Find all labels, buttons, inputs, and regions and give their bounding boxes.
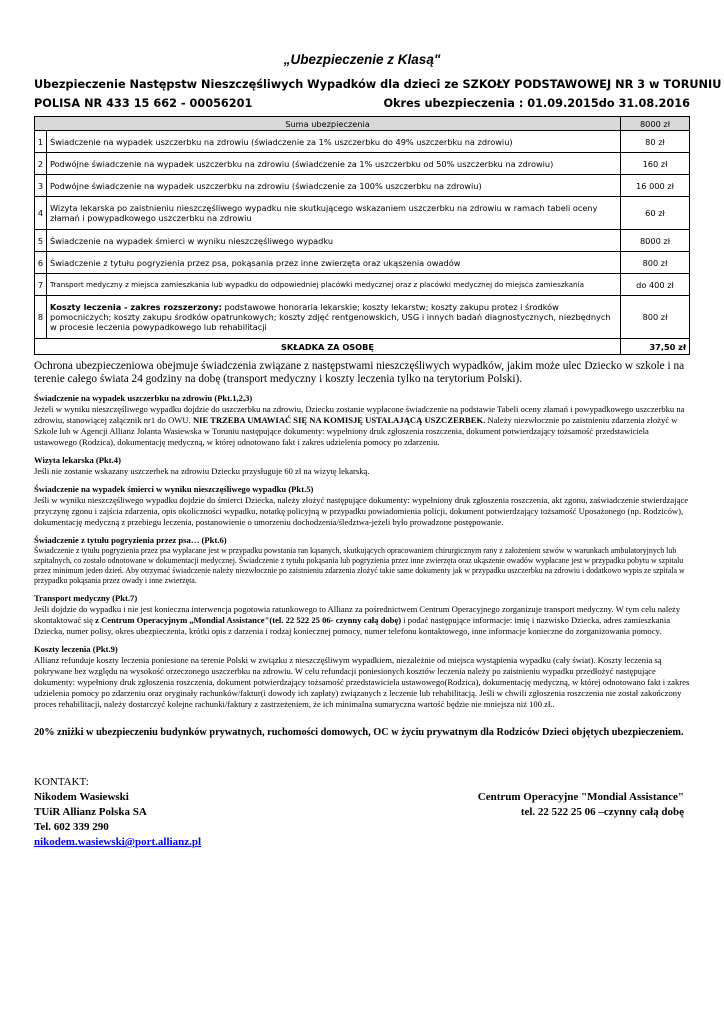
section-transport xyxy=(34,593,690,637)
assistance-center xyxy=(432,790,684,820)
section-heading: Świadczenie na wypadek śmierci w wyniku nieszczęśliwego wypadku (Pkt.5) xyxy=(34,484,314,494)
table-row xyxy=(35,131,690,153)
section-text: Świadczenie z tytułu pogryzienia przez psa wypłacane jest w przypadku powstania ran kąsanych, skutkujących opracowaniem chirurgicznym rany z założeniem szwów w warunkach ambulatoryjnych lub szpitalnych, co zostało odnotowane w dokumentacji medycznej. Świadczenie z tytułu pokąsania lub pogryzienia przez inne zwierzęta oraz ukąszenie owadów wypłacane jest w przypadku pobytu w szpitalu przez minimum jeden dzień. Aby otrzymać świadczenie należy niezwłocznie po zaistnieniu zdarzenia złożyć takie same dokumenty jak w przypadku uszczerbku na zdrowiu i dodatkowo wypis ze szpitala w przypadku pokąsania przez owady i inne zwierzęta. xyxy=(34,546,685,585)
header-line: Ubezpieczenie Następstw Nieszczęśliwych Wypadków dla dzieci ze SZKOŁY PODSTAWOWEJ NR 3 w TORUNIU xyxy=(34,78,722,91)
section-text-part: Jeśli dojdzie do wypadku i nie jest konieczna interwencja pogotowia ratunkowego to Allianz za pośrednictwem Centrum Operacyjnego zorganizuje transport medyczny. W tym celu należy skontaktować się xyxy=(34,604,681,625)
assistance-center-phone: tel. 22 522 25 06 –czynny całą dobę xyxy=(520,806,684,818)
row-number: 1 xyxy=(35,131,47,153)
table-row xyxy=(35,197,690,230)
contact-block xyxy=(34,775,690,850)
contact-company: TUiR Allianz Polska SA xyxy=(34,806,147,818)
table-total-row xyxy=(35,339,690,355)
row-number: 8 xyxy=(35,296,47,339)
promo-text: 20% zniżki w ubezpieczeniu budynków prywatnych, ruchomości domowych, OC w życiu prywatnym dla Rodziców Dzieci objętych ubezpieczeniem. xyxy=(34,727,684,738)
row-number: 7 xyxy=(35,274,47,296)
row-description: Transport medyczny z miejsca zamieszkania lub wypadku do odpowiedniej placówki medycznej oraz z placówki medycznej do miejsca zamieszkania xyxy=(47,274,621,296)
intro-paragraph: Ochrona ubezpieczeniowa obejmuje świadczenia związane z następstwami nieszczęśliwych wypadków, jakim może ulec Dziecko w szkole i na terenie całego świata 24 godziny na dobę (transport medyczny i koszty leczenia tylko na terytorium Polski). xyxy=(34,360,685,385)
document-title: „Ubezpieczenie z Klasą" xyxy=(283,52,441,67)
row-description xyxy=(47,296,621,339)
table-row xyxy=(35,175,690,197)
table-row xyxy=(35,252,690,274)
section-text: Jeśli nie zostanie wskazany uszczerbek na zdrowiu Dziecku przysługuje 60 zł na wizytę lekarską. xyxy=(34,466,370,476)
benefits-table xyxy=(34,116,690,355)
row-description: Podwójne świadczenie na wypadek uszczerbku na zdrowiu (świadczenie za 1% uszczerbku od 50% uszczerbku na zdrowiu) xyxy=(47,153,621,175)
row-description: Podwójne świadczenie na wypadek uszczerbku na zdrowiu (świadczenie za 100% uszczerbku na zdrowiu) xyxy=(47,175,621,197)
row-number: 2 xyxy=(35,153,47,175)
row-number: 4 xyxy=(35,197,47,230)
row-value: 80 zł xyxy=(621,131,690,153)
section-heading: Wizyta lekarska (Pkt.4) xyxy=(34,455,121,465)
contact-label: KONTAKT: xyxy=(34,776,89,788)
section-text-part: Należy niezwłocznie po zaistnieniu zdarzenia złożyć w Szkole lub w Agencji Allianz Jolanta Wasiewska w Toruniu następujące dokumenty: wypełniony druk zgłoszenia roszczenia, dokument potwierdzający tożsamość przedstawiciela ustawowego (Rodzica), dokumentację medyczną, w której odnotowano fakt i zakres udzielenia pomocy po zdarzeniu. xyxy=(34,415,678,447)
row-value: 8000 zł xyxy=(621,230,690,252)
table-row xyxy=(35,230,690,252)
section-death xyxy=(34,484,690,528)
table-row xyxy=(35,296,690,339)
section-treatment-costs xyxy=(34,644,690,710)
row-number: 6 xyxy=(35,252,47,274)
section-doctor-visit xyxy=(34,455,690,477)
section-dog-bite xyxy=(34,535,690,586)
row-description: Świadczenie z tytułu pogryzienia przez psa, pokąsania przez inne zwierzęta oraz ukąszenia owadów xyxy=(47,252,621,274)
section-text xyxy=(34,404,690,448)
section-text-bold: NIE TRZEBA UMAWIAĆ SIĘ NA KOMISJĘ USTALAJĄCĄ USZCZERBEK. xyxy=(192,415,486,425)
contact-phone: Tel. 602 339 290 xyxy=(34,821,109,833)
policy-number: POLISA NR 433 15 662 - 00056201 xyxy=(34,97,253,110)
row-description-bold: Koszty leczenia - zakres rozszerzony: xyxy=(50,302,222,312)
total-value: 37,50 zł xyxy=(621,339,690,355)
row-value: 60 zł xyxy=(621,197,690,230)
section-text-part: Jeżeli w wyniku nieszczęśliwego wypadku dojdzie do uszczerbku na zdrowiu, Dziecku zostanie wypłacone świadczenie na podstawie Tabeli oceny złamań i powypadkowego uszczerbku na zdrowiu, stanowiącej załącznik nr1 do OWU. xyxy=(34,404,685,425)
table-row xyxy=(35,153,690,175)
row-value: do 400 zł xyxy=(621,274,690,296)
row-value: 160 zł xyxy=(621,153,690,175)
table-header-value: 8000 zł xyxy=(621,117,690,131)
row-description: Świadczenie na wypadek uszczerbku na zdrowiu (świadczenie za 1% uszczerbku do 49% uszczerbku na zdrowiu) xyxy=(47,131,621,153)
contact-email-link[interactable]: nikodem.wasiewski@port.allianz.pl xyxy=(34,836,202,848)
section-heading: Koszty leczenia (Pkt.9) xyxy=(34,644,118,654)
row-value: 16 000 zł xyxy=(621,175,690,197)
section-heading: Świadczenie z tytułu pogryzienia przez psa… (Pkt.6) xyxy=(34,535,227,545)
section-text: Allianz refunduje koszty leczenia poniesione na terenie Polski w związku z nieszczęśliwym wypadkiem, niezależnie od miejsca wystąpienia wypadku (cały świat). Koszty leczenia są pokrywane bez względu na wysokość orzeczonego uszczerbku na zdrowiu. W celu refundacji poniesionych kosztów leczenia należy po zaistnieniu wypadku przedłożyć następujące dokumenty: wypełniony druk zgłoszenia roszczenia, dokument potwierdzający tożsamość przedstawiciela ustawowego(Rodzica), dokumentację medyczną, w której odnotowano fakt i zakres udzielenia pomocy po zdarzeniu oraz oryginały rachunków/faktur(i dowody ich zapłaty) związanych z leczenie lub rehabilitacją. Jeśli w chwili zgłoszenia roszczenia nie został zakończony proces rehabilitacji, należy dostarczyć kolejne rachunki/faktury z zastrzeżeniem, że ich minimalna sumaryczna wartość będzie nie mniejsza niż 100 zł.. xyxy=(34,655,690,709)
row-description-text: podstawowe honoraria lekarskie; koszty lekarstw; koszty zakupu protez i środków pomocniczych; koszty zakupu środków opatrunkowych; koszty zdjęć rentgenowskich, USG i innych badań diagnostycznych, niezbędnych w procesie leczenia powypadkowego lub rehabilitacji xyxy=(50,302,611,332)
section-heading: Transport medyczny (Pkt.7) xyxy=(34,593,138,603)
assistance-center-name: Centrum Operacyjne "Mondial Assistance" xyxy=(477,791,684,803)
table-header-label: Suma ubezpieczenia xyxy=(35,117,621,131)
document-header xyxy=(34,75,722,113)
section-text xyxy=(34,604,690,637)
row-number: 5 xyxy=(35,230,47,252)
section-heading: Świadczenie na wypadek uszczerbku na zdrowiu (Pkt.1,2,3) xyxy=(34,393,253,403)
insurance-period: Okres ubezpieczenia : 01.09.2015do 31.08.2016 xyxy=(383,97,690,110)
contact-name: Nikodem Wasiewski xyxy=(34,791,129,803)
section-text: Jeśli w wyniku nieszczęśliwego wypadku dojdzie do śmierci Dziecka, należy złożyć następujące dokumenty: wypełniony druk zgłoszenia roszczenia, akt zgonu, zaświadczenie stwierdzające przyczynę zgonu i zajścia zdarzenia, opis okoliczności wypadku, notatkę policyjną w przypadku powiadomienia policji, dokument potwierdzający tożsamość Uposażonego (np. Rodziców), dokumentację medyczną z przebiegu leczenia, postanowienie o umorzeniu dochodzenia/śledztwa-jeżeli było prowadzone postępowanie. xyxy=(34,495,689,527)
table-row xyxy=(35,274,690,296)
section-text-part: i podać następujące informacje: imię i nazwisko Dziecka, adres zamieszkania Dziecka, numer polisy, okres ubezpieczenia, krótki opis z darzenia i rodzaj koniecznej pomocy, numer telefonu kontaktowego, inne informacje konieczne do zorganizowania pomocy. xyxy=(34,615,671,636)
row-value: 800 zł xyxy=(621,252,690,274)
row-number: 3 xyxy=(35,175,47,197)
table-header-row xyxy=(35,117,690,131)
row-value: 800 zł xyxy=(621,296,690,339)
row-description: Świadczenie na wypadek śmierci w wyniku nieszczęśliwego wypadku xyxy=(47,230,621,252)
section-injury xyxy=(34,393,690,448)
total-label: SKŁADKA ZA OSOBĘ xyxy=(35,339,621,355)
document-page xyxy=(34,52,722,850)
section-text-bold: z Centrum Operacyjnym „Mondial Assistance"(tel. 22 522 25 06- czynny całą dobę) xyxy=(95,615,402,625)
row-description: Wizyta lekarska po zaistnieniu nieszczęśliwego wypadku nie skutkującego wskazaniem uszczerbku na zdrowiu w ramach tabeli oceny złamań i powypadkowego uszczerbku na zdrowiu xyxy=(47,197,621,230)
